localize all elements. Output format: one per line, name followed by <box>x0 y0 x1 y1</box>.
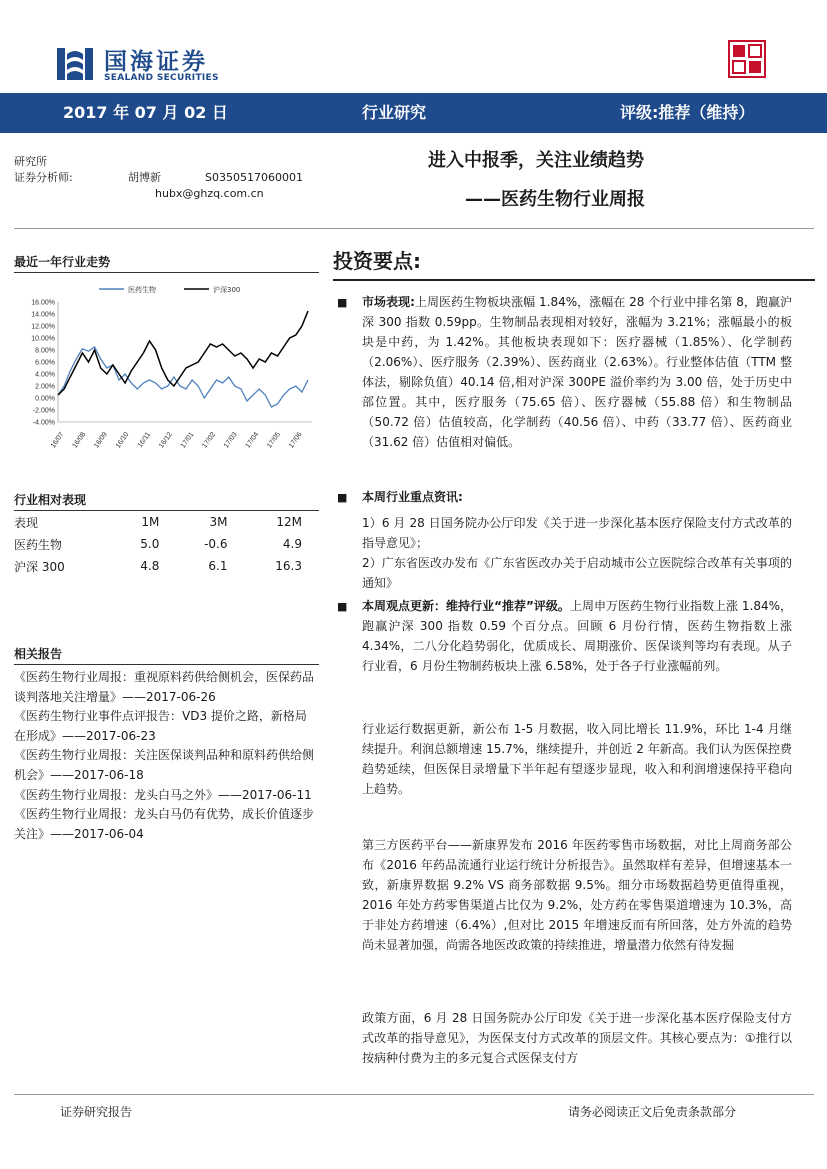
x-tick-label: 17/03 <box>222 431 239 450</box>
x-tick-label: 16/12 <box>158 431 174 450</box>
divider <box>333 279 815 281</box>
legend-label: 沪深300 <box>213 286 241 294</box>
related-section-title: 相关报告 <box>14 647 63 661</box>
news-item: 1）6 月 28 日国务院办公厅印发《关于进一步深化基本医疗保险支付方式改革的指导意见》； <box>362 516 792 550</box>
paragraph-lead: 市场表现: <box>362 295 415 309</box>
y-tick-label: 10.00% <box>31 335 55 343</box>
x-tick-label: 16/10 <box>114 431 131 450</box>
footer-disclaimer: 请务必阅读正文后免责条款部分 <box>568 1105 737 1119</box>
news-item: 2）广东省医改办发布《广东省医改办关于启动城市公立医院综合改革有关事项的通知》 <box>362 556 792 590</box>
market-performance-paragraph <box>362 292 792 452</box>
brand-name-cn: 国海证券 <box>104 49 208 75</box>
table-header-cell: 1M <box>141 515 160 529</box>
body-paragraph: 第三方医药平台——新康界发布 2016 年医药零售市场数据，对比上周商务部公布《2016 年药品流通行业运行统计分析报告》。虽然取样有差异，但增速基本一致，新康界数据 9.2% VS 商务部数据 9.5%。细分市场数据趋势更值得重视，2016 年处方药零售渠道占比仅为 9.2%，处方药在零售渠道增速为 10.3%，高于非处方药增速（6.4%）,但对比 2015 年增速反而有所回落，处方外流的趋势尚未显著加强，尚需各地医改政策的持续推进，增量潜力依然有待发掘 <box>362 838 792 952</box>
paragraph-body: 上周申万医药生物行业指数上涨 1.84%，跑赢沪深 300 指数 0.59 个百分点。回顾 6 月份行情，医药生物指数上涨 4.34%，二八分化趋势弱化，优质成长、周期涨价、医保谈判等均有表现。从子行业看，6 月份生物制药板块上涨 6.58%，处于各子行业涨幅前列。 <box>362 599 793 673</box>
table-cell: 4.8 <box>140 559 160 573</box>
x-tick-label: 17/02 <box>201 431 218 450</box>
x-tick-label: 16/09 <box>93 431 109 450</box>
y-tick-label: 0.00% <box>35 395 55 403</box>
x-tick-label: 16/07 <box>49 431 66 450</box>
table-cell: 医药生物 <box>14 537 63 552</box>
table-row <box>14 533 314 555</box>
series-line-hs300 <box>58 311 308 395</box>
related-report-link[interactable]: 《医药生物行业周报：龙头白马之外》——2017-06-11 <box>14 787 312 802</box>
body-paragraph: 行业运行数据更新，新公布 1-5 月数据，收入同比增长 11.9%，环比 1-4 月继续提升。利润总额增速 15.7%，继续提升，并创近 2 年新高。我们认为医保控费趋势延续，但医保目录增量下半年起有望逐步显现，收入和利润增速保持平稳向上趋势。 <box>362 722 792 796</box>
y-tick-label: 2.00% <box>35 383 55 391</box>
related-report-link[interactable]: 《医药生物行业周报：重视原料药供给侧机会，医保药品谈判落地关注增量》——2017-06-26 <box>14 670 315 704</box>
paragraph-lead: 本周行业重点资讯: <box>362 490 463 504</box>
rating-badge: 评级:推荐（维持） <box>620 103 755 122</box>
analyst-name: 胡博新 <box>128 171 161 184</box>
table-header-cell: 3M <box>209 515 228 529</box>
table-cell: 6.1 <box>208 559 228 573</box>
analyst-id: S0350517060001 <box>205 171 303 184</box>
related-report-link[interactable]: 《医药生物行业周报：龙头白马仍有优势，成长价值逐步关注》——2017-06-04 <box>14 807 315 841</box>
related-report-link[interactable]: 《医药生物行业事件点评报告：VD3 提价之路，新格局在形成》——2017-06-23 <box>14 709 307 743</box>
trend-section-title: 最近一年行业走势 <box>14 255 111 269</box>
dept-label: 研究所 <box>14 155 47 168</box>
table-cell: 5.0 <box>140 537 160 551</box>
table-header-row <box>14 511 314 533</box>
divider <box>14 228 814 229</box>
table-header-cell: 12M <box>276 515 302 529</box>
paragraph-lead: 本周观点更新：维持行业“推荐”评级。 <box>362 599 570 613</box>
view-update-paragraph <box>362 596 792 676</box>
y-tick-label: 8.00% <box>35 347 55 355</box>
y-tick-label: 16.00% <box>31 299 55 307</box>
paragraph-body: 上周医药生物板块涨幅 1.84%，涨幅在 28 个行业中排名第 8，跑赢沪深 300 指数 0.59pp。生物制品表现相对较好，涨幅为 3.21%；涨幅最小的板块是中药，为 1.42%。其他板块表现如下：医疗器械（1.85%）、化学制药（2.06%）、医疗服务（2.39%）、医药商业（2.63%）。行业整体估值（TTM 整体法，剔除负值）40.14 倍,相对沪深 300PE 溢价率约为 3.00 倍，处于历史中部位置。其中，医疗服务（75.65 倍）、医疗器械（55.88 倍）和生物制品（50.72 倍）估值较高，化学制药（40.56 倍）、中药（33.77 倍）、医药商业（31.62 倍）估值相对偏低。 <box>362 295 792 449</box>
x-tick-label: 17/01 <box>179 431 196 450</box>
report-title: 进入中报季，关注业绩趋势 <box>428 150 644 171</box>
related-report-link[interactable]: 《医药生物行业周报：关注医保谈判品种和原料药供给侧机会》——2017-06-18 <box>14 748 315 782</box>
table-cell: -0.6 <box>204 537 228 551</box>
trend-chart <box>14 282 319 472</box>
table-row <box>14 555 314 577</box>
table-cell: 4.9 <box>282 537 302 551</box>
research-seal-icon <box>728 40 766 78</box>
x-tick-label: 16/11 <box>136 431 153 450</box>
body-paragraph: 政策方面，6 月 28 日国务院办公厅印发《关于进一步深化基本医疗保险支付方式改革的指导意见》，为医保支付方式改革的顶层文件。其核心要点为：①推行以按病种付费为主的多元复合式医保支付方 <box>362 1011 792 1065</box>
key-points-title: 投资要点: <box>333 249 421 273</box>
bullet-icon: ■ <box>337 600 348 613</box>
table-cell: 沪深 300 <box>14 559 65 574</box>
y-tick-label: -2.00% <box>32 407 55 415</box>
perf-section-title: 行业相对表现 <box>14 493 87 507</box>
x-tick-label: 17/04 <box>244 431 261 450</box>
brand-name-en: SEALAND SECURITIES <box>104 73 219 83</box>
analyst-email[interactable]: hubx@ghzq.com.cn <box>155 187 264 200</box>
sealand-logo-icon <box>55 44 95 84</box>
divider <box>14 664 319 665</box>
table-header-cell: 表现 <box>14 515 39 530</box>
related-report-list <box>14 668 314 844</box>
analyst-label: 证券分析师: <box>14 171 73 184</box>
x-tick-label: 17/05 <box>266 431 283 450</box>
x-tick-label: 17/06 <box>287 431 304 450</box>
table-cell: 16.3 <box>275 559 302 573</box>
bullet-icon: ■ <box>337 491 348 504</box>
legend-label: 医药生物 <box>128 286 156 294</box>
divider <box>14 272 319 273</box>
series-line-pharma <box>58 347 308 407</box>
footer-left-text: 证券研究报告 <box>60 1105 133 1119</box>
report-type: 行业研究 <box>362 103 427 122</box>
y-tick-label: 14.00% <box>31 311 55 319</box>
industry-news-heading <box>362 487 792 507</box>
y-tick-label: 6.00% <box>35 359 55 367</box>
report-date: 2017 年 07 月 02 日 <box>63 103 228 122</box>
y-tick-label: -4.00% <box>32 419 55 427</box>
perf-table <box>14 511 314 577</box>
y-tick-label: 12.00% <box>31 323 55 331</box>
x-tick-label: 16/08 <box>71 431 88 450</box>
y-tick-label: 4.00% <box>35 371 55 379</box>
report-subtitle: ——医药生物行业周报 <box>465 189 645 210</box>
bullet-icon: ■ <box>337 296 348 309</box>
footer-divider <box>14 1094 814 1095</box>
